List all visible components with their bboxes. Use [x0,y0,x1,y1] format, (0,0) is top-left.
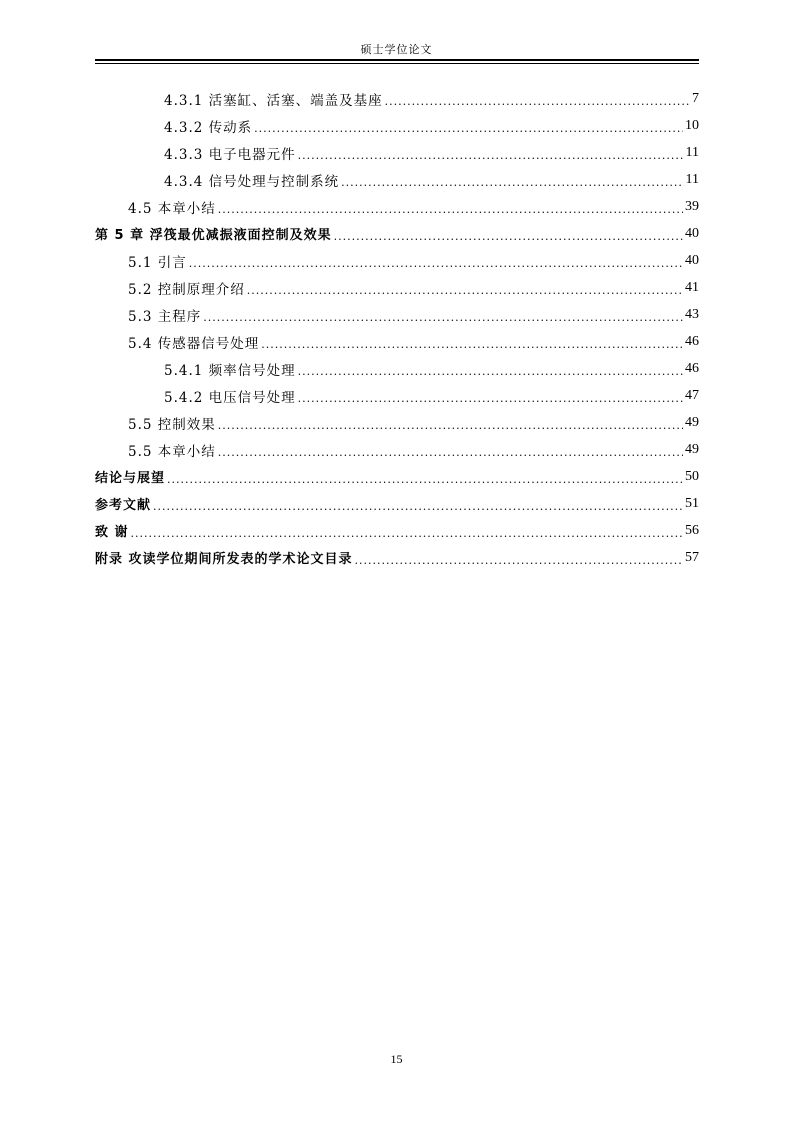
toc-entry-label: 4.5 本章小结 [128,200,216,217]
header-title: 硕士学位论文 [360,43,433,56]
toc-entry [95,490,699,517]
toc-entry [95,463,699,490]
toc-entry-label: 参考文献 [95,498,152,513]
toc-entry [95,139,699,166]
toc-entry-page: 39 [685,198,699,214]
toc-dot-leader [355,555,683,566]
toc-entry [95,328,699,355]
toc-entry-label: 结论与展望 [95,471,166,486]
toc-entry [95,409,699,436]
toc-entry [95,85,699,112]
toc-entry-label: 5.5 控制效果 [128,416,216,433]
toc-entry [95,544,699,571]
header-rule-thick [95,59,699,61]
toc-dot-leader [131,528,683,539]
toc-entry-label: 5.3 主程序 [128,308,202,325]
toc-entry-page: 56 [685,522,699,538]
toc-entry-label: 4.3.2 传动系 [164,119,253,136]
toc-entry-label: 5.4.1 频率信号处理 [164,362,296,379]
toc-entry [95,193,699,220]
toc-dot-leader [298,393,683,404]
toc-entry-label: 5.4.2 电压信号处理 [164,389,296,406]
toc-entry [95,220,699,247]
toc-dot-leader [334,231,683,242]
toc-dot-leader [218,420,683,431]
toc-dot-leader [247,285,683,296]
toc-entry-page: 11 [685,144,699,160]
toc-dot-leader [298,150,684,161]
page-number: 15 [390,1052,403,1066]
toc-entry-label: 附录 攻读学位期间所发表的学术论文目录 [95,552,353,567]
toc-entry-page: 40 [685,252,699,268]
toc-entry-page: 46 [685,333,699,349]
toc-entry-page: 40 [685,225,699,241]
toc-entry-page: 49 [685,441,699,457]
toc-entry-page: 7 [692,90,699,106]
toc-dot-leader [385,96,690,107]
toc-entry-page: 47 [685,387,699,403]
toc-dot-leader [341,177,683,188]
toc-entry-page: 11 [685,171,699,187]
toc-dot-leader [218,204,683,215]
toc-entry-page: 41 [685,279,699,295]
toc-entry-label: 致 谢 [95,525,129,540]
toc-entry-label: 第 5 章 浮筏最优减振液面控制及效果 [95,228,332,243]
toc-dot-leader [167,474,683,485]
toc-dot-leader [298,366,683,377]
toc-entry [95,355,699,382]
toc-entry-page: 46 [685,360,699,376]
toc-entry [95,517,699,544]
toc-entry [95,112,699,139]
toc-entry-page: 57 [685,549,699,565]
toc-entry-label: 4.3.3 电子电器元件 [164,146,296,163]
toc-entry [95,247,699,274]
toc-dot-leader [203,312,683,323]
toc-dot-leader [218,447,683,458]
toc-dot-leader [254,123,683,134]
toc-dot-leader [153,501,683,512]
toc-dot-leader [261,339,683,350]
toc-entry [95,166,699,193]
toc-dot-leader [189,258,683,269]
toc-entry-label: 4.3.1 活塞缸、活塞、端盖及基座 [164,92,383,109]
toc-entry-label: 4.3.4 信号处理与控制系统 [164,173,340,190]
toc-entry-label: 5.5 本章小结 [128,443,216,460]
toc-entry-label: 5.2 控制原理介绍 [128,281,245,298]
toc-entry-page: 43 [685,306,699,322]
toc-entry [95,382,699,409]
toc-entry-page: 49 [685,414,699,430]
table-of-contents [95,85,699,571]
toc-entry-label: 5.4 传感器信号处理 [128,335,260,352]
toc-entry-page: 51 [685,495,699,511]
toc-entry [95,436,699,463]
toc-entry-page: 10 [685,117,699,133]
toc-entry [95,274,699,301]
toc-entry-page: 50 [685,468,699,484]
toc-entry-label: 5.1 引言 [128,254,187,271]
toc-entry [95,301,699,328]
header-rule-thin [95,63,699,64]
